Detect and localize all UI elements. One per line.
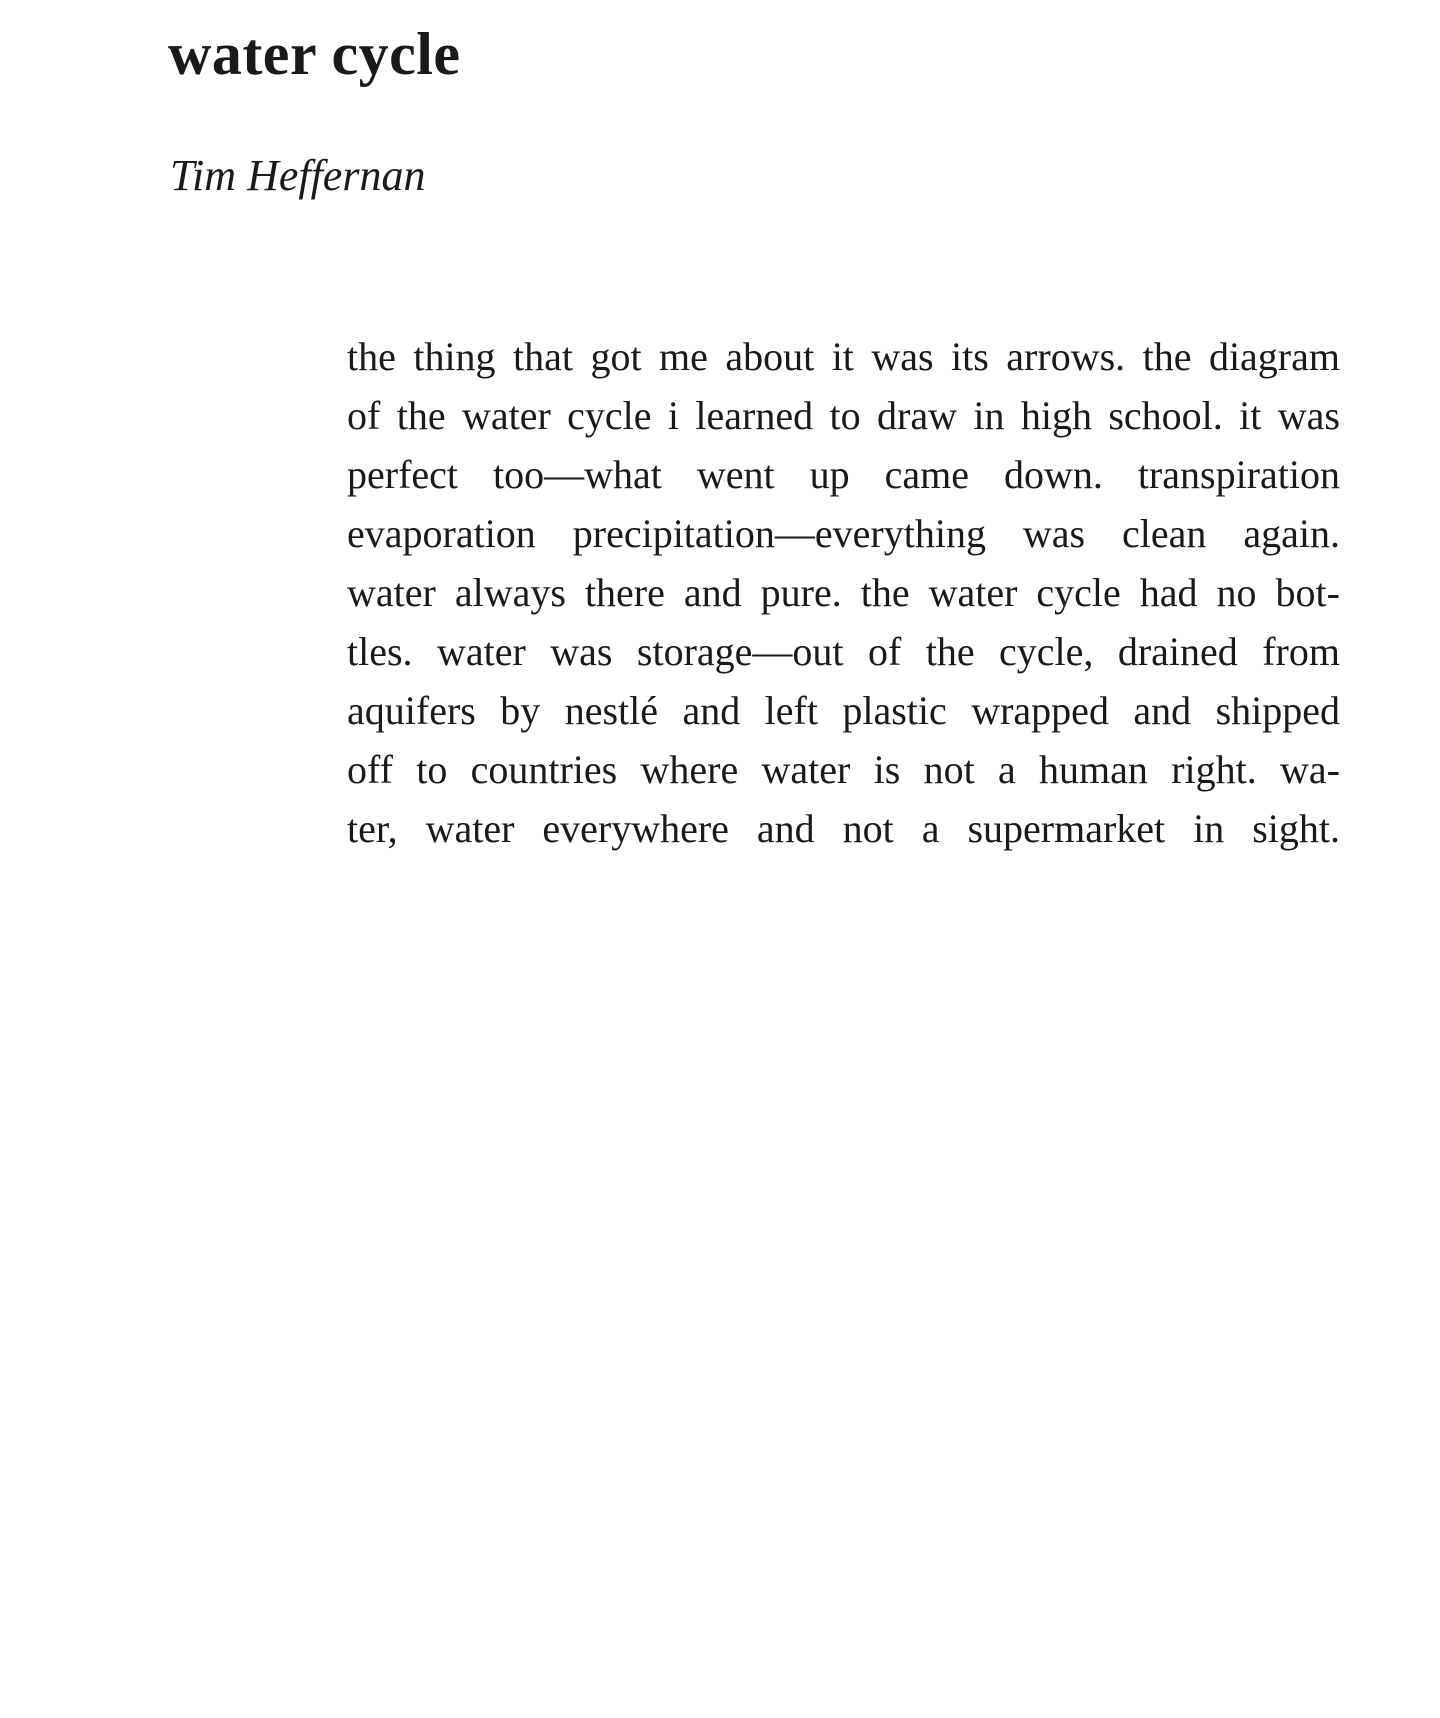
poem-line: ter, water everywhere and not a supermarket in sight. <box>347 806 1340 851</box>
poem-line: evaporation precipitation—everything was clean again. <box>347 511 1340 556</box>
poem-line: off to countries where water is not a human right. wa- <box>347 747 1340 792</box>
poem-body <box>347 327 1340 858</box>
poem-line: tles. water was storage—out of the cycle, drained from <box>347 629 1340 674</box>
poem-line: of the water cycle i learned to draw in high school. it was <box>347 393 1340 438</box>
author-name: Tim Heffernan <box>170 151 426 200</box>
poem-line: aquifers by nestlé and left plastic wrapped and shipped <box>347 688 1340 733</box>
poem-line: the thing that got me about it was its arrows. the diagram <box>347 334 1340 379</box>
poem-line: perfect too—what went up came down. transpiration <box>347 452 1340 497</box>
poem-title: water cycle <box>168 21 461 87</box>
poem-line: water always there and pure. the water cycle had no bot- <box>347 570 1340 615</box>
